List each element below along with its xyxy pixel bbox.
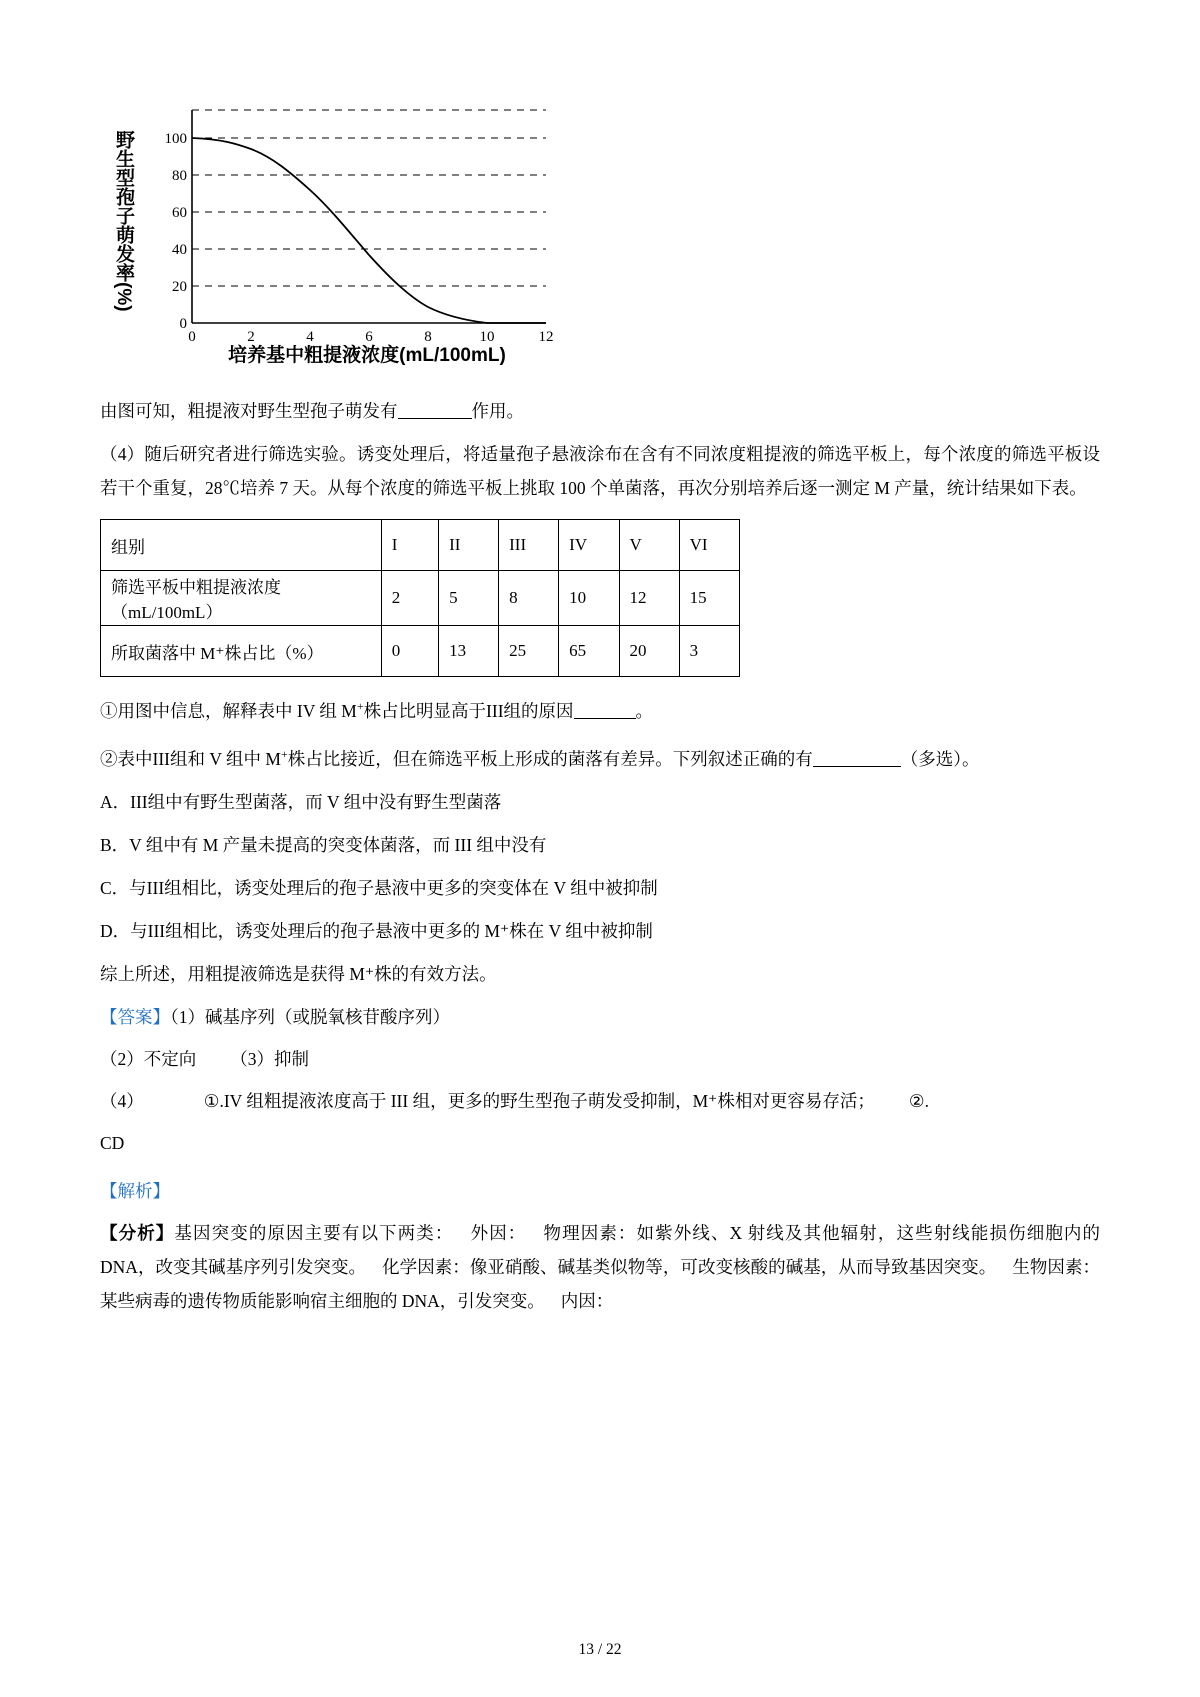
answer-line-2 — [100, 1042, 1100, 1076]
table-cell: 10 — [559, 571, 619, 626]
table-cell: 12 — [619, 571, 679, 626]
option-c: C．与III组相比，诱变处理后的孢子悬液中更多的突变体在 V 组中被抑制 — [100, 877, 658, 898]
table-cell: VI — [679, 520, 739, 571]
sub2-text-pre: ②表中III组和 V 组中 M — [100, 748, 281, 769]
answer-4-label: （4） — [100, 1090, 144, 1111]
fill-blank-3[interactable] — [813, 749, 901, 767]
caption-text-start: 由图可知，粗提液对野生型孢子萌发有 — [100, 401, 398, 421]
table-row — [101, 520, 740, 571]
caption-text-end: 作用。 — [471, 401, 524, 421]
table-cell: 2 — [381, 571, 438, 626]
analysis-subtag: 【分析】 — [100, 1222, 175, 1243]
analysis-text-5: 生物因素：某些病毒的遗传物质能影响宿主细胞的 DNA，引发突变。 — [100, 1256, 1100, 1311]
svg-text:80: 80 — [172, 168, 187, 184]
table-cell: IV — [559, 520, 619, 571]
analysis-body — [100, 1216, 1100, 1318]
fill-blank-2[interactable] — [574, 701, 636, 719]
page-number: 13 / 22 — [578, 1641, 622, 1658]
sub-question-2 — [100, 737, 1100, 776]
table-cell: 5 — [439, 571, 499, 626]
table-cell: I — [381, 520, 438, 571]
table-row — [101, 571, 740, 626]
table-cell: V — [619, 520, 679, 571]
option-b: B．V 组中有 M 产量未提高的突变体菌落，而 III 组中没有 — [100, 834, 547, 855]
screening-results-table — [100, 519, 740, 677]
answer-line-3 — [100, 1084, 1100, 1118]
table-cell: 13 — [439, 626, 499, 677]
table-cell: 3 — [679, 626, 739, 677]
svg-text:60: 60 — [172, 205, 187, 221]
answer-line-1 — [100, 1000, 1100, 1034]
table-cell: III — [499, 520, 559, 571]
table-row-header: 所取菌落中 M⁺株占比（%） — [101, 626, 382, 677]
sub1-text-end: 。 — [635, 700, 654, 721]
answer-3-text: （3）抑制 — [230, 1048, 309, 1069]
question-4-text: （4）随后研究者进行筛选实验。诱变处理后，将适量孢子悬液涂布在含有不同浓度粗提液的筛选平板上，每个浓度的筛选平板设若干个重复，28℃培养 7 天。从每个浓度的筛选平板上挑取 100 个单菌落，再次分别培养后逐一测定 M 产量，统计结果如下表。 — [100, 444, 1100, 498]
sub1-text-mid: 株占比明显高于III组的原因 — [363, 700, 574, 721]
svg-text:0: 0 — [179, 316, 187, 332]
table-cell: 25 — [499, 626, 559, 677]
figure-caption-line — [100, 394, 1100, 428]
sub1-text-pre: ①用图中信息，解释表中 IV 组 M — [100, 700, 357, 721]
table-row-header: 筛选平板中粗提液浓度（mL/100mL） — [101, 571, 382, 626]
chart-y-axis-label: 野生型孢子萌发率(%) — [113, 130, 134, 312]
svg-text:20: 20 — [172, 279, 187, 295]
svg-text:12: 12 — [538, 329, 554, 345]
conclusion-text: 综上所述，用粗提液筛选是获得 M⁺株的有效方法。 — [100, 963, 497, 984]
svg-text:6: 6 — [365, 329, 373, 345]
sub2-text-end: （多选）。 — [900, 748, 980, 769]
answer-4-part2: ②. — [908, 1090, 929, 1111]
option-d: D．与III组相比，诱变处理后的孢子悬液中更多的 M⁺株在 V 组中被抑制 — [100, 920, 653, 941]
analysis-text-6: 内因： — [560, 1290, 614, 1311]
chart-plot-area — [152, 96, 554, 345]
analysis-text-1: 基因突变的原因主要有以下两类： — [174, 1222, 454, 1243]
svg-text:100: 100 — [164, 131, 187, 147]
svg-text:2: 2 — [247, 329, 255, 345]
table-cell: 15 — [679, 571, 739, 626]
table-row — [101, 626, 740, 677]
analysis-text-2: 外因： — [469, 1222, 527, 1243]
plus-superscript: + — [356, 699, 364, 713]
table-cell: 8 — [499, 571, 559, 626]
svg-text:0: 0 — [188, 329, 196, 345]
answer-tag: 【答案】 — [100, 1006, 170, 1027]
table-cell: 65 — [559, 626, 619, 677]
germination-rate-chart — [100, 90, 1100, 380]
table-row-header: 组别 — [101, 520, 382, 571]
analysis-tag: 【解析】 — [100, 1180, 170, 1201]
table-cell: 20 — [619, 626, 679, 677]
answer-2-text: （2）不定向 — [100, 1048, 197, 1069]
answer-4-part1: ①.IV 组粗提液浓度高于 III 组，更多的野生型孢子萌发受抑制，M⁺株相对更容易存活； — [203, 1090, 875, 1111]
analysis-text-4: 化学因素：像亚硝酸、碱基类似物等，可改变核酸的碱基，从而导致基因突变。 — [382, 1256, 997, 1277]
sub-question-1 — [100, 689, 1100, 728]
svg-text:40: 40 — [172, 242, 187, 258]
svg-text:8: 8 — [424, 329, 432, 345]
analysis-text-3: 物理因素：如紫外线、X 射线及其他辐射，这些射线能损伤细胞内的 DNA，改变其碱基序列引发突变。 — [100, 1222, 1101, 1277]
fill-blank-1[interactable] — [398, 401, 472, 419]
plus-superscript: + — [281, 746, 288, 761]
answer-1-text: （1）碱基序列（或脱氧核苷酸序列） — [170, 1006, 450, 1027]
table-cell: 0 — [381, 626, 438, 677]
option-a: A．III组中有野生型菌落，而 V 组中没有野生型菌落 — [100, 791, 502, 812]
sub2-text-mid: 株占比接近，但在筛选平板上形成的菌落有差异。下列叙述正确的有 — [287, 748, 813, 769]
svg-text:10: 10 — [479, 329, 495, 345]
analysis-tag-line — [100, 1174, 1100, 1208]
answer-line-4: CD — [100, 1132, 125, 1153]
table-cell: II — [439, 520, 499, 571]
svg-text:4: 4 — [306, 329, 314, 345]
chart-x-axis-label: 培养基中粗提液浓度(mL/100mL) — [228, 345, 506, 366]
chart-svg — [152, 96, 554, 345]
